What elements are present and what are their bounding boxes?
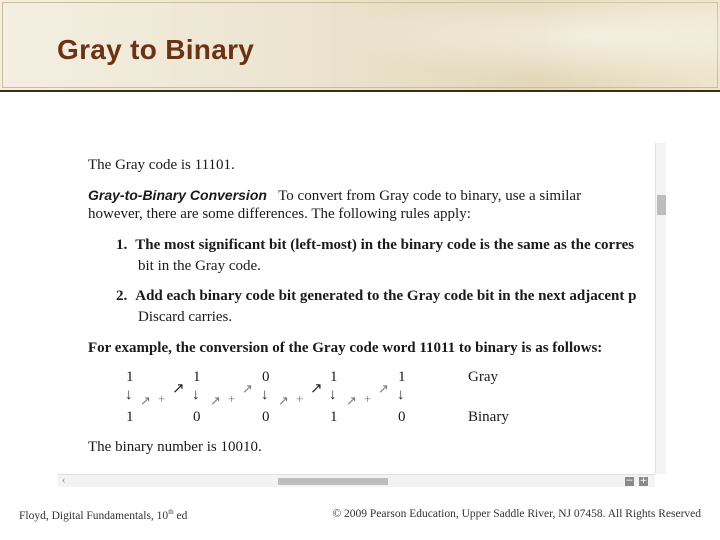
rule-text: Add each binary code bit generated to the Gray code bit in the next adjacent p <box>135 288 637 304</box>
diagonal-arrow-icon: ↗ <box>278 393 289 408</box>
binary-digit: 1 <box>126 409 134 425</box>
gray-row-label: Gray <box>468 369 498 385</box>
footer-citation <box>19 508 187 522</box>
diagonal-arrow-icon: ↗ <box>172 381 185 397</box>
diagonal-arrow-icon: ↗ <box>310 381 323 397</box>
rule-number: 1. <box>116 237 128 253</box>
rule-1-continuation: bit in the Gray code. <box>138 258 261 274</box>
down-arrow-icon: ↓ <box>261 387 269 403</box>
title-banner <box>0 0 720 92</box>
diagonal-arrow-icon: ↗ <box>378 381 389 396</box>
vertical-scrollbar[interactable] <box>655 143 666 474</box>
conversion-diagram <box>58 143 655 474</box>
scanned-page <box>58 143 655 474</box>
footer-superscript: th <box>168 508 174 516</box>
footer-citation-suffix: ed <box>173 509 188 522</box>
gray-digit: 1 <box>193 369 201 385</box>
diagonal-arrow-icon: ↗ <box>210 393 221 408</box>
binary-digit: 0 <box>193 409 201 425</box>
heading-label: Gray-to-Binary Conversion <box>88 187 267 203</box>
zoom-out-button[interactable]: − <box>625 476 634 486</box>
plus-sign: + <box>296 391 304 406</box>
binary-digit: 0 <box>262 409 270 425</box>
gray-digit: 1 <box>330 369 338 385</box>
gray-digit: 0 <box>262 369 270 385</box>
vertical-scroll-thumb[interactable] <box>657 195 666 215</box>
diagonal-arrow-icon: ↗ <box>346 393 357 408</box>
scroll-left-icon[interactable]: ‹ <box>62 475 66 486</box>
binary-row-label: Binary <box>468 409 509 425</box>
plus-sign: + <box>228 391 236 406</box>
diagonal-arrow-icon: ↗ <box>242 381 253 396</box>
example-intro: For example, the conversion of the Gray code word 11011 to binary is as follows: <box>88 340 603 356</box>
horizontal-scrollbar[interactable] <box>58 474 655 487</box>
down-arrow-icon: ↓ <box>397 387 405 403</box>
heading-continuation: however, there are some differences. The following rules apply: <box>88 206 471 222</box>
gray-digit: 1 <box>398 369 406 385</box>
zoom-in-button[interactable]: + <box>639 476 648 486</box>
down-arrow-icon: ↓ <box>125 387 133 403</box>
banner-sheen <box>300 0 720 90</box>
slide-title: Gray to Binary <box>57 34 255 65</box>
footer-citation-text: Floyd, Digital Fundamentals, 10 <box>19 509 169 522</box>
gray-digit: 1 <box>126 369 134 385</box>
rule-2-continuation: Discard carries. <box>138 309 233 325</box>
heading-text: To convert from Gray code to binary, use a similar <box>278 188 582 204</box>
down-arrow-icon: ↓ <box>329 387 337 403</box>
binary-digit: 1 <box>330 409 338 425</box>
rule-number: 2. <box>116 288 128 304</box>
embedded-page-viewer <box>58 143 666 487</box>
diagonal-arrow-icon: ↗ <box>140 393 151 408</box>
result-text: The binary number is 10010. <box>88 439 262 455</box>
rule-text: The most significant bit (left-most) in the binary code is the same as the corres <box>135 237 635 253</box>
plus-sign: + <box>364 391 372 406</box>
intro-text: The Gray code is 11101. <box>88 157 235 173</box>
horizontal-scroll-thumb[interactable] <box>278 478 388 485</box>
footer-copyright: © 2009 Pearson Education, Upper Saddle River, NJ 07458. All Rights Reserved <box>332 508 701 520</box>
binary-digit: 0 <box>398 409 406 425</box>
plus-sign: + <box>158 391 166 406</box>
down-arrow-icon: ↓ <box>192 387 200 403</box>
